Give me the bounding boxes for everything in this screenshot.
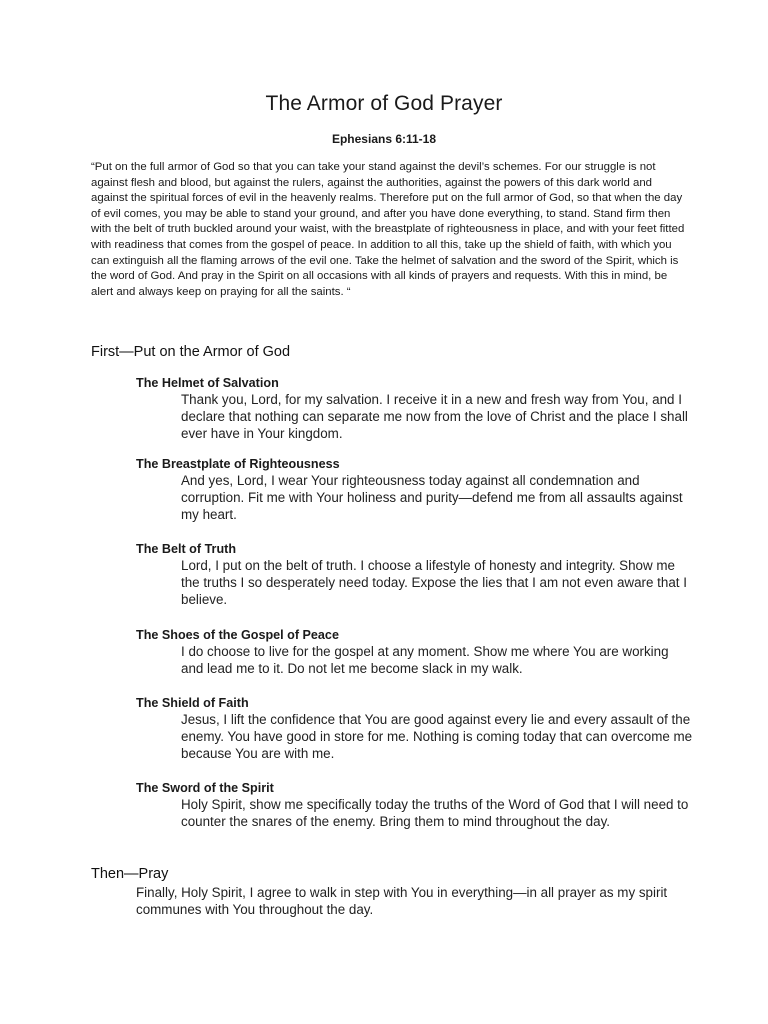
armor-heading: The Breastplate of Righteousness xyxy=(136,457,340,471)
armor-heading: The Shield of Faith xyxy=(136,696,249,710)
scripture-reference: Ephesians 6:11-18 xyxy=(331,132,437,146)
armor-item-sword xyxy=(136,780,696,830)
armor-heading: The Shoes of the Gospel of Peace xyxy=(136,628,339,642)
final-prayer: Finally, Holy Spirit, I agree to walk in step with You in everything—in all prayer as my spirit communes with You throughout the day. xyxy=(136,885,668,918)
section-heading-first: First—Put on the Armor of God xyxy=(91,344,291,360)
armor-prayer: I do choose to live for the gospel at any moment. Show me where You are working and lead me to it. Do not let me become slack in my walk. xyxy=(181,644,669,677)
section-heading-then: Then—Pray xyxy=(91,866,169,882)
armor-prayer: Holy Spirit, show me specifically today the truths of the Word of God that I will need to counter the snares of the enemy. Bring them to mind throughout the day. xyxy=(181,797,689,830)
armor-prayer: And yes, Lord, I wear Your righteousness today against all condemnation and corruption. Fit me with Your holiness and purity—defend me from all assaults against my heart. xyxy=(181,473,683,523)
armor-item-helmet xyxy=(136,375,696,443)
armor-item-breastplate xyxy=(136,456,696,524)
armor-heading: The Helmet of Salvation xyxy=(136,376,279,390)
armor-prayer: Thank you, Lord, for my salvation. I receive it in a new and fresh way from You, and I declare that nothing can separate me now from the love of Christ and the place I shall ever have in Your kingdom. xyxy=(181,392,688,442)
armor-item-belt xyxy=(136,541,696,609)
armor-item-shoes xyxy=(136,627,696,677)
armor-item-shield xyxy=(136,695,696,763)
armor-heading: The Sword of the Spirit xyxy=(136,781,274,795)
armor-prayer: Jesus, I lift the confidence that You are good against every lie and every assault of the enemy. You have good in store for me. Nothing is coming today that can overcome me because You are with me. xyxy=(181,712,693,762)
armor-prayer: Lord, I put on the belt of truth. I choose a lifestyle of honesty and integrity. Show me the truths I so desperately need today. Expose the lies that I am not even aware that I believe. xyxy=(181,558,687,608)
page-title: The Armor of God Prayer xyxy=(265,92,503,115)
armor-heading: The Belt of Truth xyxy=(136,542,237,556)
scripture-quote: “Put on the full armor of God so that you can take your stand against the devil’s schemes. For our struggle is not against flesh and blood, but against the rulers, against the authorities, against the powers of this dark world and against the spiritual forces of evil in the heavenly realms. Therefore put on the full armor of God, so that when the day of evil comes, you may be able to stand your ground, and after you have done everything, to stand. Stand firm then with the belt of truth buckled around your waist, with the breastplate of righteousness in place, and with your feet fitted with readiness that comes from the gospel of peace. In addition to all this, take up the shield of faith, with which you can extinguish all the flaming arrows of the evil one. Take the helmet of salvation and the sword of the Spirit, which is the word of God. And pray in the Spirit on all occasions with all kinds of prayers and requests. With this in mind, be alert and always keep on praying for all the saints. “ xyxy=(91,161,685,298)
